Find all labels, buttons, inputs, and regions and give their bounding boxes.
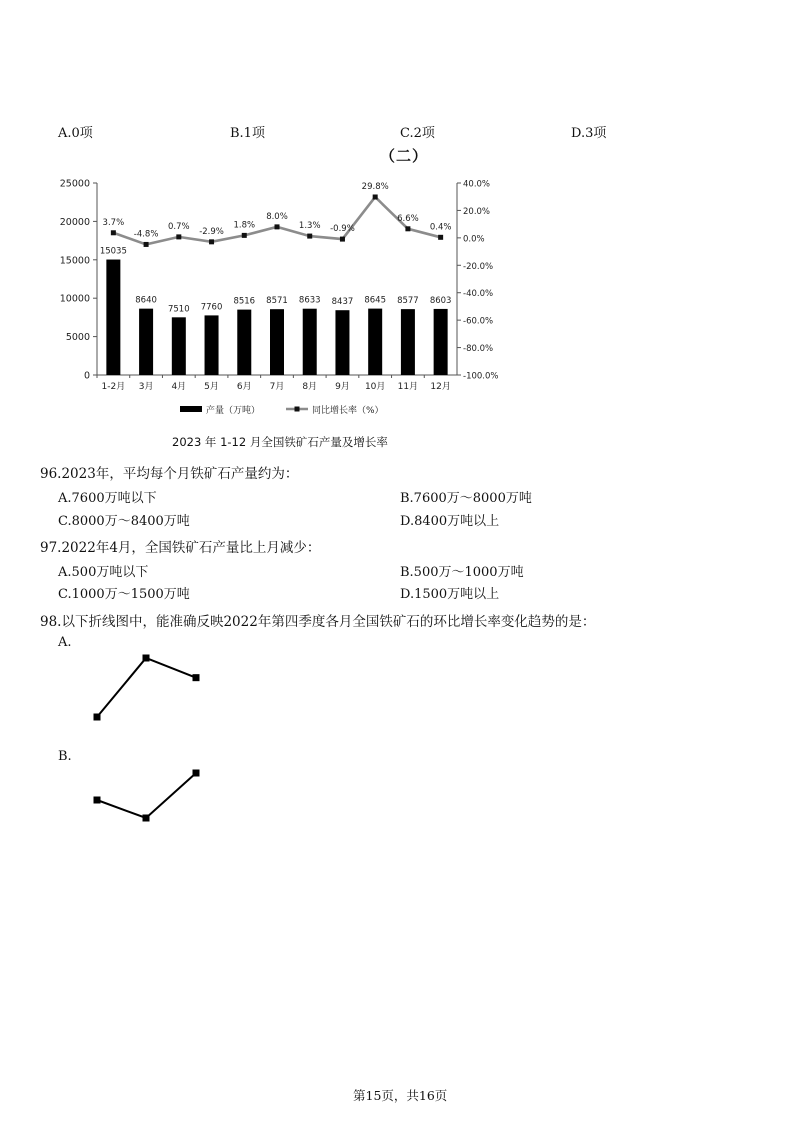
left-tick-label: 20000: [59, 216, 90, 228]
left-tick-label: 10000: [59, 293, 90, 305]
x-tick-label: 10月: [364, 382, 386, 392]
growth-rate-marker: [144, 242, 149, 247]
q97-option-c: C.1000万～1500万吨: [58, 587, 190, 602]
q98-question: 98.以下折线图中，能准确反映2022年第四季度各月全国铁矿石的环比增长率变化趋势的是：: [40, 614, 596, 630]
q98-option-a-label: A.: [58, 635, 72, 650]
right-tick-label: -80.0%: [463, 344, 494, 355]
q97-question: 97.2022年4月，全国铁矿石产量比上月减少：: [40, 540, 321, 556]
legend-bar-swatch: [180, 406, 202, 412]
q98-a-marker: [143, 655, 150, 662]
q98-a-marker: [94, 714, 101, 721]
page-footer: 第15页，共16页: [353, 1088, 448, 1103]
right-tick-label: 20.0%: [463, 206, 491, 217]
bar-12月: [434, 309, 448, 375]
prev-option-c: C.2项: [400, 126, 435, 141]
x-tick-label: 1-2月: [101, 382, 126, 392]
bar-9月: [335, 310, 349, 375]
q98-a-line: [97, 658, 196, 717]
q98-b-marker: [94, 797, 101, 804]
growth-rate-marker: [176, 234, 181, 239]
bar-value-label: 8571: [266, 296, 288, 307]
q97-option-d: D.1500万吨以上: [400, 587, 500, 602]
x-tick-label: 3月: [138, 382, 154, 392]
chart-caption: 2023 年 1-12 月全国铁矿石产量及增长率: [172, 435, 388, 449]
q97-option-a: A.500万吨以下: [58, 565, 149, 580]
x-tick-label: 11月: [397, 382, 419, 392]
x-tick-label: 5月: [204, 382, 219, 392]
growth-rate-label: 0.7%: [168, 221, 190, 232]
legend-line-marker: [295, 407, 300, 412]
growth-rate-label: 6.6%: [397, 213, 419, 224]
q98-option-a-line-chart: [85, 650, 210, 725]
bar-value-label: 8645: [364, 295, 387, 306]
right-tick-label: -60.0%: [463, 316, 494, 327]
q98-b-marker: [143, 815, 150, 822]
growth-rate-marker: [340, 237, 345, 242]
q98-b-line: [97, 773, 196, 818]
bar-3月: [139, 309, 153, 375]
bar-8月: [303, 309, 317, 375]
right-tick-label: 0.0%: [463, 234, 485, 245]
growth-rate-marker: [111, 230, 116, 235]
x-tick-label: 6月: [236, 382, 252, 392]
prev-option-a: A.0项: [58, 126, 93, 141]
left-tick-label: 0: [83, 370, 90, 382]
bar-11月: [401, 309, 415, 375]
growth-rate-label: -2.9%: [199, 226, 224, 237]
growth-rate-marker: [242, 233, 247, 238]
x-tick-label: 12月: [430, 382, 451, 392]
bar-value-label: 7760: [200, 302, 223, 313]
q98-option-b-line-chart: [85, 765, 210, 835]
growth-rate-marker: [405, 226, 410, 231]
q97-option-b: B.500万～1000万吨: [400, 565, 524, 580]
right-tick-label: -20.0%: [463, 261, 494, 272]
left-tick-label: 25000: [59, 178, 90, 190]
growth-rate-label: -4.8%: [133, 229, 159, 240]
growth-rate-label: 3.7%: [102, 217, 125, 228]
left-tick-label: 15000: [59, 255, 90, 267]
legend-bar-label: 产量（万吨）: [206, 406, 261, 416]
legend-line-label: 同比增长率（%）: [312, 406, 384, 416]
bar-value-label: 7510: [167, 304, 190, 315]
bar-7月: [270, 309, 284, 375]
growth-rate-marker: [209, 239, 214, 244]
bar-5月: [205, 315, 219, 375]
bar-4月: [172, 317, 186, 375]
iron-ore-chart: [0, 170, 540, 425]
growth-rate-label: 1.3%: [298, 221, 321, 232]
left-tick-label: 5000: [65, 332, 90, 344]
growth-rate-marker: [275, 224, 280, 229]
right-tick-label: 40.0%: [463, 179, 491, 190]
growth-rate-marker: [438, 235, 443, 240]
bar-value-label: 8577: [397, 296, 419, 307]
q98-option-b-label: B.: [58, 749, 72, 764]
growth-rate-label: 29.8%: [361, 181, 389, 192]
bar-value-label: 8640: [135, 295, 157, 306]
growth-rate-label: 8.0%: [266, 211, 288, 222]
q96-option-d: D.8400万吨以上: [400, 514, 500, 529]
growth-rate-marker: [307, 234, 312, 239]
bar-10月: [368, 309, 382, 375]
bar-value-label: 8516: [233, 296, 256, 307]
bar-6月: [237, 310, 251, 375]
bar-value-label: 8633: [298, 295, 321, 306]
bar-value-label: 8603: [429, 295, 452, 306]
x-tick-label: 8月: [302, 382, 318, 392]
prev-option-d: D.3项: [571, 126, 607, 141]
bar-value-label: 8437: [331, 297, 354, 308]
q96-option-a: A.7600万吨以下: [58, 491, 157, 506]
prev-option-b: B.1项: [230, 126, 265, 141]
q96-question: 96.2023年，平均每个月铁矿石产量约为：: [40, 466, 299, 482]
q98-b-marker: [193, 770, 200, 777]
growth-rate-label: 0.4%: [429, 222, 452, 233]
x-tick-label: 7月: [269, 382, 285, 392]
q96-option-b: B.7600万～8000万吨: [400, 491, 532, 506]
q96-option-c: C.8000万～8400万吨: [58, 514, 190, 529]
right-tick-label: -40.0%: [463, 289, 494, 300]
right-tick-label: -100.0%: [463, 371, 499, 382]
growth-rate-label: 1.8%: [233, 220, 256, 231]
x-tick-label: 4月: [171, 382, 187, 392]
bar-value-label: 15035: [99, 246, 127, 257]
q98-a-marker: [193, 674, 200, 681]
x-tick-label: 9月: [335, 382, 350, 392]
growth-rate-label: -0.9%: [330, 224, 355, 235]
bar-1-2月: [106, 260, 120, 375]
section-title: （二）: [380, 147, 429, 165]
growth-rate-marker: [373, 194, 378, 199]
